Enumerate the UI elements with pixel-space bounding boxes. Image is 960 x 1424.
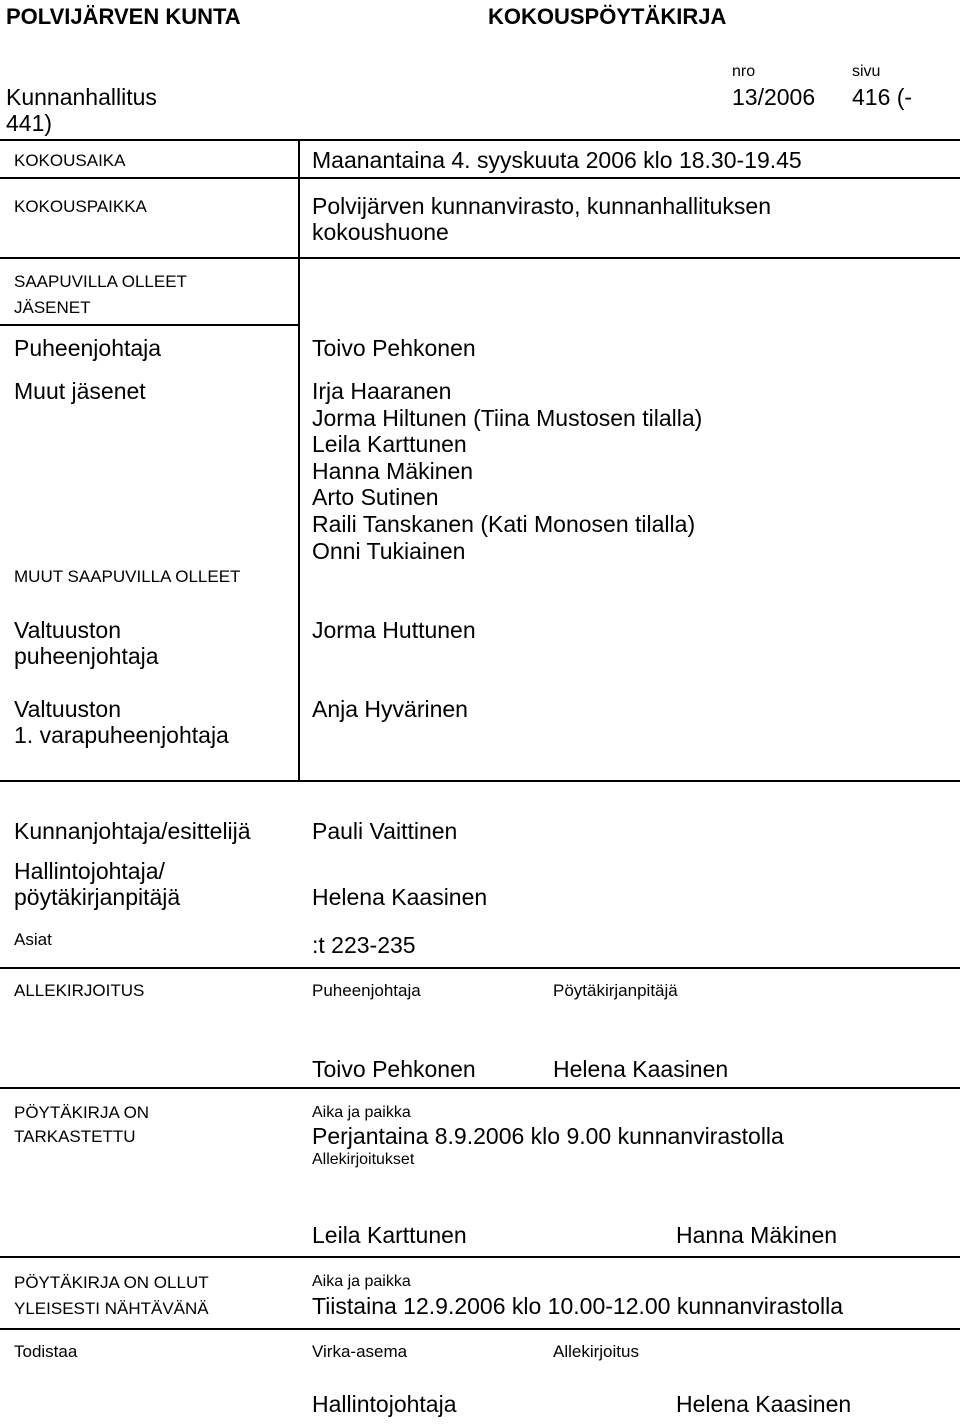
review-signatures-label: Allekirjoitukset [312,1151,415,1168]
attest-signature-label: Allekirjoitus [553,1342,639,1361]
rule [0,1256,960,1258]
reviewer-name: Leila Karttunen [312,1222,467,1248]
council-vice-label-line1: Valtuuston [14,696,121,722]
other-members-list [312,378,702,564]
reviewer-name: Hanna Mäkinen [676,1222,838,1248]
signature-chair-name: Toivo Pehkonen [312,1056,476,1082]
nro-value: 13/2006 [732,84,816,110]
rule [0,780,960,782]
secretary-label [14,858,180,910]
attest-position-value: Hallintojohtaja [312,1391,457,1417]
member-name: Arto Sutinen [312,484,439,511]
public-display-label-line2: YLEISESTI NÄHTÄVÄNÄ [14,1299,209,1318]
meeting-place-label: KOKOUSPAIKKA [14,197,147,216]
other-present-label: MUUT SAAPUVILLA OLLEET [14,567,241,586]
member-name: Irja Haaranen [312,378,452,404]
sivu-value-continued: 441) [6,110,53,136]
other-members-label: Muut jäsenet [14,378,146,404]
member-name: Raili Tanskanen (Kati Monosen tilalla) [312,510,696,537]
public-time-place-value: Tiistaina 12.9.2006 klo 10.00-12.00 kunnanvirastolla [312,1293,844,1319]
review-label [14,1101,149,1149]
sivu-label: sivu [852,63,881,80]
member-name: Jorma Hiltunen (Tiina Mustosen tilalla) [312,404,703,431]
meeting-time-label: KOKOUSAIKA [14,151,126,170]
meeting-place-line2: kokoushuone [312,219,449,245]
review-time-place-value: Perjantaina 8.9.2006 klo 9.00 kunnanvirastolla [312,1123,784,1149]
items-value: :t 223-235 [312,932,416,958]
review-label-line1: PÖYTÄKIRJA ON [14,1103,150,1122]
member-name: Leila Karttunen [312,431,467,458]
signature-chair-label: Puheenjohtaja [312,981,421,1000]
present-members-label-line1: SAAPUVILLA OLLEET [14,272,187,291]
council-vice-label-line2: 1. varapuheenjohtaja [14,722,229,748]
member-name: Hanna Mäkinen [312,457,474,484]
manager-name: Pauli Vaittinen [312,818,458,844]
secretary-label-line2: pöytäkirjanpitäjä [14,884,181,910]
review-label-line2: TARKASTETTU [14,1127,136,1146]
secretary-label-line1: Hallintojohtaja/ [14,858,165,884]
meeting-place-line1: Polvijärven kunnanvirasto, kunnanhallituksen [312,193,772,219]
sivu-value: 416 (- [852,84,913,110]
rule [0,139,960,141]
rule [0,1087,960,1089]
body-name: Kunnanhallitus [6,84,157,110]
meeting-place-value [312,193,771,245]
present-members-label-line2: JÄSENET [14,298,91,317]
secretary-name: Helena Kaasinen [312,884,488,910]
rule [0,324,298,326]
rule [0,257,960,259]
rule [0,177,960,179]
attest-position-label: Virka-asema [312,1342,408,1361]
council-chair-name: Jorma Huttunen [312,617,476,643]
organization-name: POLVIJÄRVEN KUNTA [6,4,241,29]
column-divider [298,139,300,780]
items-label: Asiat [14,930,52,949]
review-time-place-label: Aika ja paikka [312,1104,411,1121]
nro-label: nro [732,63,756,80]
council-vice-chair-name: Anja Hyvärinen [312,696,468,722]
chair-label: Puheenjohtaja [14,335,162,361]
rule [0,967,960,969]
signature-label: ALLEKIRJOITUS [14,981,145,1000]
manager-label: Kunnanjohtaja/esittelijä [14,818,251,844]
chair-name: Toivo Pehkonen [312,335,476,361]
rule [0,1328,960,1330]
member-name: Onni Tukiainen [312,537,466,564]
public-time-place-label: Aika ja paikka [312,1273,411,1290]
council-chair-label-line2: puheenjohtaja [14,643,159,669]
present-members-label [14,269,187,321]
attest-label: Todistaa [14,1342,78,1361]
public-display-label-line1: PÖYTÄKIRJA ON OLLUT [14,1273,209,1292]
signature-secretary-label: Pöytäkirjanpitäjä [553,981,678,1000]
attest-signature-value: Helena Kaasinen [676,1391,852,1417]
signature-secretary-name: Helena Kaasinen [553,1056,729,1082]
document-type: KOKOUSPÖYTÄKIRJA [488,4,727,29]
council-chair-label [14,617,159,669]
council-chair-label-line1: Valtuuston [14,617,121,643]
public-display-label [14,1270,209,1322]
meeting-time-value: Maanantaina 4. syyskuuta 2006 klo 18.30-19.45 [312,147,802,173]
council-vice-chair-label [14,696,229,748]
